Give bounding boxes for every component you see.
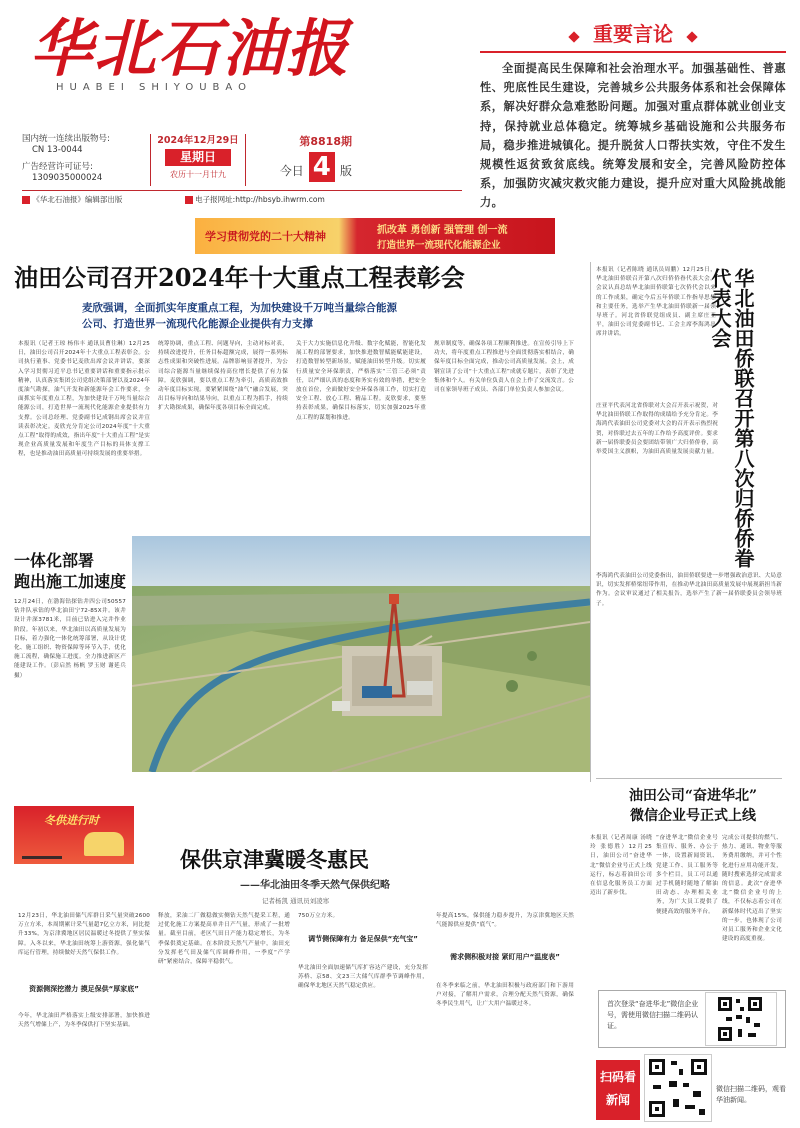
weekday: 星期日 xyxy=(165,149,231,166)
heating-sub2: 调节侧保障有力 备足保供“充气宝” xyxy=(308,935,418,943)
wechat-title-2: 微信企业号正式上线 xyxy=(630,808,756,824)
wechat-body-2: “奋进华北”微信企业号集宣传、服务、办公于一体，设置新闻资讯、党建工作、员工服务等多个栏目，员工可以通过手机随时随地了解油田动态、办理相关业务，为广大员工提供了便捷高效的服务平台。 xyxy=(656,835,718,915)
page-count: 4 xyxy=(309,152,335,182)
masthead-pinyin: HUABEI SHIYOUBAO xyxy=(56,82,252,93)
masthead-rule xyxy=(22,190,462,191)
heating-col-4b: 在冬季来临之前，华北油田积极与政府部门和下游用户对接，了解用户需求，合理分配天然气资源，确保冬季民生用气，让广大用户温暖过冬。 xyxy=(436,983,574,1008)
heating-col-3b: 华北油田全面加速储气库扩容达产建设，充分发挥苏桥、京58、文23三大储气库群季节调峰作用，确保华北地区天然气稳定供应。 xyxy=(298,965,428,990)
right-story-body-1: 本报讯（记者陈晓 通讯员周鹏）12月25日，华北油田侨联召开第八次归侨侨眷代表大会。会议认真总结华北油田侨联第七次侨代会以来的工作成果，确定今后五年侨联工作指导思想和主要任务，选举产生华北油田侨联新一届领导班子。河北省侨联党组成员、副主席庄亚平，油田公司党委副书记、工会主席李海鸿出席并讲话。 xyxy=(596,267,716,338)
lead-subhead xyxy=(82,300,582,332)
date-block xyxy=(150,134,246,186)
qr-caption: 微信扫描二维码，观看华油新闻。 xyxy=(716,1085,786,1104)
speech-title: 重要言论 xyxy=(593,22,673,46)
pump-jack-icon xyxy=(22,834,62,859)
brand-bottom: 新闻 xyxy=(605,1093,630,1107)
heating-badge xyxy=(14,806,134,864)
heating-byline: 记者杨凯 通讯员刘凌寒 xyxy=(262,897,330,905)
heating-sub1: 资源侧深挖潜力 摸足保供“厚家底” xyxy=(29,985,139,993)
cn-value: CN 13-0044 xyxy=(32,145,83,155)
brand-top: 扫码看 xyxy=(599,1070,636,1084)
wechat-title xyxy=(600,786,786,826)
slogan-banner xyxy=(195,218,555,254)
story2-title xyxy=(14,550,134,592)
wechat-body-3: 完成公司提供的燃气、热力、通讯、物业等服务费用缴纳，并可个性化进行应用功能开发，随时搜索选择完成需求的信息。此次“奋进华北”微信企业号的上线，不仅标志着公司在新媒体时代迈出了坚实的一步，也体现了公司对员工服务和企业文化建设的高度重视。 xyxy=(722,835,782,943)
banner-right-bottom: 打造世界一流现代化能源企业 xyxy=(377,240,501,251)
lead-sub2: 公司、打造世界一流现代化能源企业提供有力支撑 xyxy=(82,318,313,330)
editor-line: 《华北石油报》编辑部出版 xyxy=(32,195,123,204)
issue-number: 第8818期 xyxy=(299,135,352,148)
promo-text: 首次登录“奋进华北”微信企业号，需使用微信扫描二维码认证。 xyxy=(607,1000,699,1030)
lead-col-1: 本报讯（记者王琼 杨伟丰 通讯员曹往琳）12月25日，油田公司召开2024年十大重点工程表彰会。公司执行董事、党委书记麦欣出席会议并讲话，要深入学习贯彻习近平总书记重要讲话和重要指示批示精神，认真落实集团公司党组决策部署以及2024年度油气勘探，油气开发和新能源年会工作要求，全面抓实年度重点工程，为加快建设千万吨当量综合能源公司，打造世界一流现代化能源企业提供有力支撑。公司总经理、党委副书记成钢出席会议并宣读表彰决定。麦欣充分肯定公司2024年度“十大重点工程”取得的成效，指出年度“十大重点工程”是实现企业高质量发展和年度生产目标的具体支撑工程，也是推动油田高质量可持续发展的重要举措。 xyxy=(18,341,150,458)
banner-right-top: 抓改革 勇创新 强管理 创一流 xyxy=(377,225,508,236)
qr-code-promo[interactable] xyxy=(705,992,777,1046)
drilling-site-photo xyxy=(132,536,590,772)
wechat-body-1: 本报讯（记者周康 汤晓玲 张德胜）12月25日，油田公司“奋进华北”微信企业号正式上线运行，标志着油田公司在信息化服务员工方面迈出了新步伐。 xyxy=(590,835,652,897)
qr-code-news[interactable] xyxy=(644,1054,712,1122)
heating-col-1b: 今年，华北油田严格落实上级安排部署，加快推进天然气增储上产，为冬季保供打下坚实基础。 xyxy=(18,1013,150,1029)
lead-col-3: 关于大力实施信息化升级、数字化赋能，智能化发展工程的部署要求，加快推进数智赋能赋能建设，打造数智转型新场景，赋能油田转型升级。切实履行质量安全环保职责，严格落实“三管三必须”责任，以严细认真的态度和务实有效的举措，把安全放在首位，全面做好安全环保各项工作，切实打造安全工程、放心工程、精品工程。麦欣要求，要坚持表彰成果，确保目标落实，切实加强2025年重点工程的谋划和推进。 xyxy=(296,341,426,421)
aerial-photo xyxy=(132,536,590,772)
column-divider xyxy=(590,262,591,782)
issue-block xyxy=(252,134,362,186)
ad-value: 1309035000024 xyxy=(32,173,103,183)
fire-icon xyxy=(84,832,124,856)
speech-box xyxy=(480,18,786,218)
banner-left: 学习贯彻党的二十大精神 xyxy=(205,230,326,243)
right-story-body-2: 庄亚平代表河北省侨联对大会召开表示祝贺，对华北油田侨联工作取得的成绩给予充分肯定。李海鸿代表油田公司党委对大会的召开表示热烈祝贺，对侨联过去五年的工作给予高度评价。要求新一届侨联委员会要团结带领广大归侨侨眷，高举爱国主义旗帜，为油田高质量发展贡献力量。 xyxy=(596,403,718,456)
wechat-title-1: 油田公司“奋进华北” xyxy=(628,788,758,804)
story2-title-1: 一体化部署 xyxy=(14,551,95,570)
heating-headline: 保供京津冀暖冬惠民 xyxy=(180,847,369,872)
heating-subhead: ——华北油田冬季天然气保供纪略 xyxy=(240,880,390,891)
today-label: 今日 xyxy=(279,164,304,178)
lunar-date: 农历十一月廿九 xyxy=(170,170,226,179)
speech-body: 全面提高民生保障和社会治理水平。加强基础性、普惠性、兜底性民生建设，完善城乡公共服务体系和社会保障体系，解决好群众急难愁盼问题。加强对重点群体就业创业支持，保持就业总体稳定。统筹城乡基础设施和公共服务布局，稳步推进城镇化。提升脱贫人口帮扶实效，守住不发生规模性返贫致贫底线。统筹发展和安全，完善风险防控体系，加强防灾减灾救灾能力建设，提升应对重大风险挑战能力。 xyxy=(480,62,786,210)
heating-col-1: 12月23日，华北油田储气库群日采气量突破2600万立方米，本周期累计采气量超7亿立方米，同比提升33%，为京津冀地区居民温暖过冬提供了坚实保障。入冬以来，华北油田统筹上游资源，强化储气库运行管理，持续做好天然气保供工作。 xyxy=(18,913,150,956)
heating-sub3: 需求侧积极对接 紧盯用户“温度表” xyxy=(450,953,560,961)
heating-col-3: 750万立方米。 xyxy=(298,913,339,919)
lead-col-4: 规章制度等，确保各项工程顺利推进。在宣传引导上下功夫，将年度重点工程推进与全面贯彻落实相结合，确保年度目标全面完成，推动公司高质量发展。会上，成钢宣读了公司“十大重点工程”成就专题片，表彰了先进集体和个人。有关单位负责人在会上作了交流发言。公司在家领导班子成员、各部门单位负责人参加会议。 xyxy=(434,341,574,394)
masthead-title: 华北石油报 xyxy=(30,12,351,85)
right-story-body-3: 李海鸿代表油田公司党委指出，油田侨联要进一步增强政治意识、大局意识，切实发挥桥梁纽带作用，在推动华北油田高质量发展中展现新担当新作为。会议审议通过了相关报告，选举产生了新一届侨联委员会领导班子。 xyxy=(596,573,782,607)
email-line: 电子报网址:http://hbsyb.ihwrm.com xyxy=(195,195,325,204)
date: 2024年12月29日 xyxy=(157,135,239,146)
masthead-footer xyxy=(22,193,462,207)
pages-unit: 版 xyxy=(339,164,352,178)
ad-label: 广告经营许可证号: xyxy=(22,162,93,172)
lead-sub1: 麦欣强调，全面抓实年度重点工程，为加快建设千万吨当量综合能源 xyxy=(82,302,397,314)
news-brand-block xyxy=(596,1060,640,1120)
cn-label: 国内统一连续出版物号: xyxy=(22,134,110,144)
story2-body: 12月24日，在渤海钻探钻井四公司50557钻井队承钻的华北油田宁72-85X井。该井设计井深3781米，目前已钻进入完井作业阶段。年初以来，华北油田以高质量发展为目标，着力强化一体化统筹部署，从设计优化、施工组织、物资保障等环节入手，优化施工流程，确保施工进度。全力推进新区产能建设工作。（彭启然 杨帆 罗玉财 谢延兵 摄） xyxy=(14,599,126,679)
heating-badge-text: 冬供进行时 xyxy=(44,814,99,827)
story2-title-2: 跑出施工加速度 xyxy=(14,572,127,591)
heating-col-4: 年提高15%，保供能力稳步提升，为京津冀地区天然气能源供应提供“底气”。 xyxy=(436,913,574,929)
right-story-title: 华北油田侨联召开第八次归侨侨眷代表大会 xyxy=(708,268,755,568)
heating-col-2: 释放，采油二厂做稳做实侧钻天然气提采工程，通过优化施工方案提高单井日产气量，形成了一批增量。截至目前，老区气田日产能力稳定增长，为冬季保供奠定基础。在本阶段天然气产量中，油田充分发挥老气田及储气库调峰作用，一季度“产学研”紧密结合，保障平稳供气。 xyxy=(158,913,290,966)
lead-col-2: 统筹协调，重点工程、问题导向，主动对标对表，持续改进提升，任务目标超额完成，展得一系列标志性成果和突破性进展。品牌影响显著提升，为公司综合能源当量继续保持高位增长提供了有力保障。麦欣强调，要以重点工程为牵引，高质高效推动年度目标实现。要紧紧围绕“油气”融合发展，突出目标导向和结果导向，以重点工程为抓手，持续扩大勘探成果，确保年度各项目标全面完成。 xyxy=(158,341,288,412)
lead-headline: 油田公司召开2024年十大重点工程表彰会 xyxy=(14,263,465,292)
